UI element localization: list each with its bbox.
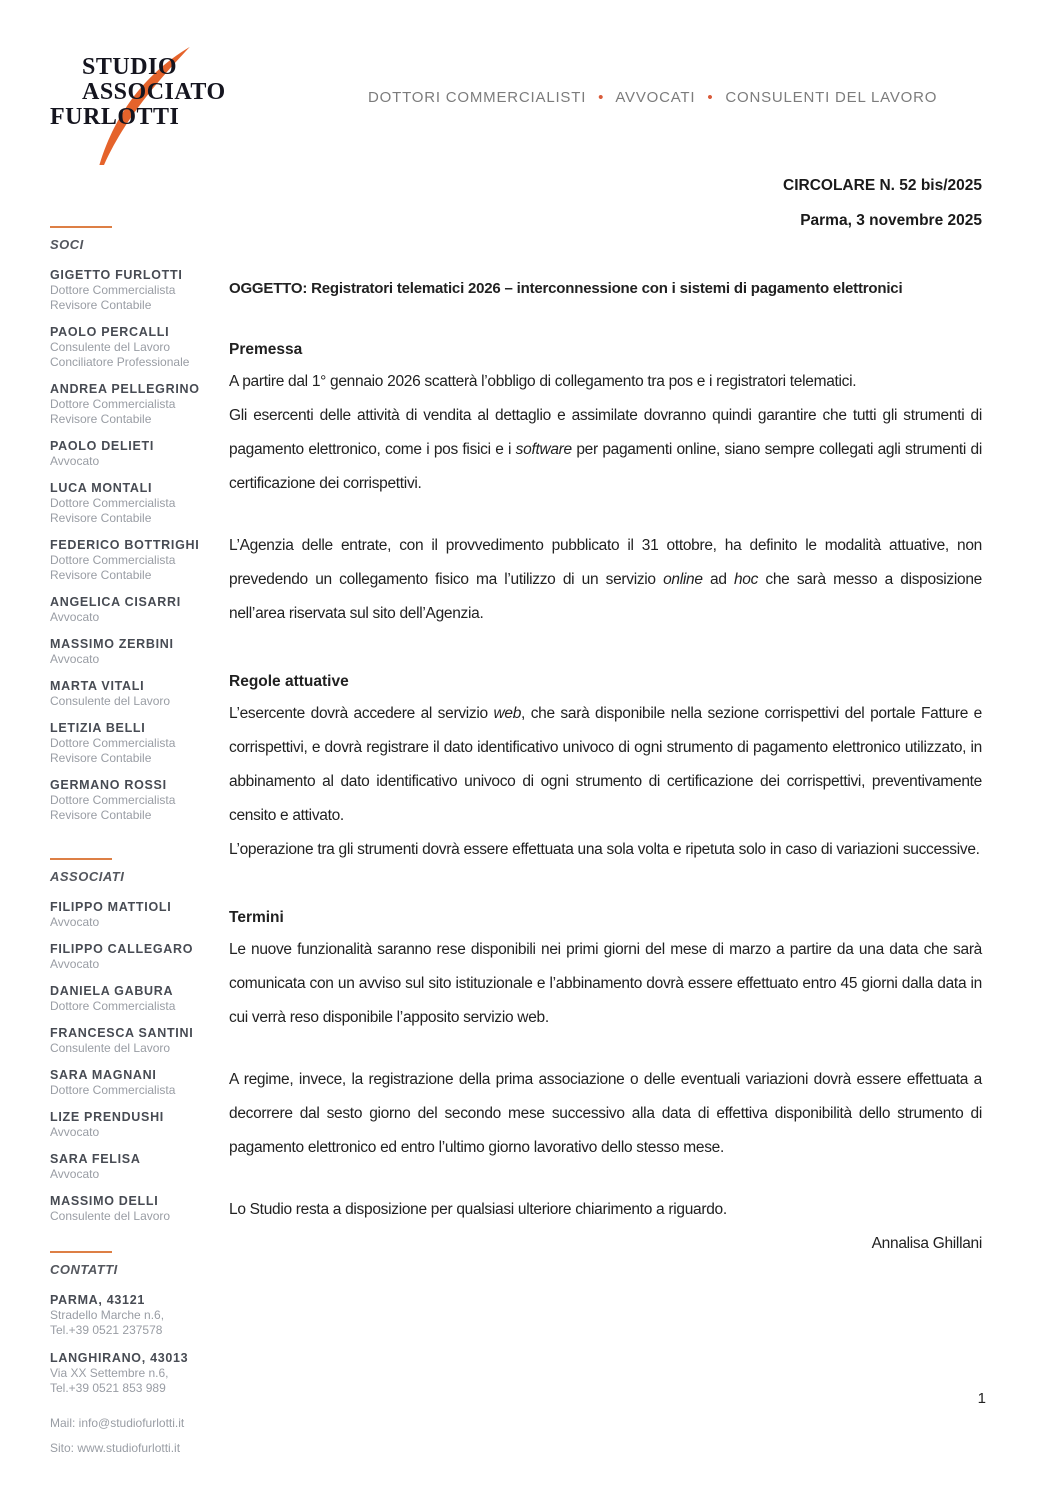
text-segment: ad	[702, 571, 734, 588]
associate-entry	[50, 1152, 220, 1182]
role-line: Consulente del Lavoro	[50, 694, 171, 708]
section-heading: Termini	[229, 909, 284, 926]
office-address	[50, 1308, 220, 1338]
section-label: SOCI	[50, 237, 84, 252]
paragraph	[229, 399, 982, 501]
text-segment: , che sarà disponibile nella sezione corrispettivi del portale Fatture e corrispettivi, e dovrà registrare il dato identificativo univoco di ogni strumento di pagamento elettronico utilizzato, in abbinamento al dato identificativo univoco di ogni strumento di certificazione dei corrispettivi, preventivamente censito e attivato.	[229, 705, 982, 824]
associate-roles	[50, 1125, 220, 1140]
role-line: Consulente del Lavoro	[50, 340, 171, 354]
partner-roles	[50, 553, 220, 583]
firm-logo	[50, 55, 250, 175]
associate-entry	[50, 942, 220, 972]
text-segment: A regime, invece, la registrazione della prima associazione o delle eventuali variazioni dovrà essere effettuata a decorrere dal sesto giorno del secondo mese successivo alla data di effettiva disponibilità dello strumento di pagamento elettronico ed entro l’ultimo giorno lavorativo dello stesso mese.	[229, 1071, 982, 1156]
section-label: ASSOCIATI	[50, 869, 125, 884]
associate-entry	[50, 1194, 220, 1224]
role-line: Dottore Commercialista	[50, 283, 176, 297]
section-divider	[50, 858, 112, 860]
office-address	[50, 1366, 220, 1396]
tagline-item: DOTTORI COMMERCIALISTI	[368, 89, 587, 106]
partner-roles	[50, 694, 220, 709]
section-regole-attuative	[229, 673, 982, 867]
logo-text-line: STUDIO	[82, 54, 178, 80]
text-segment: L’esercente dovrà accedere al servizio	[229, 705, 494, 722]
partner-roles	[50, 283, 220, 313]
role-line: Revisore Contabile	[50, 412, 152, 426]
role-line: Revisore Contabile	[50, 808, 152, 822]
role-line: Dottore Commercialista	[50, 397, 176, 411]
office-entry	[50, 1293, 220, 1338]
sidebar-section-soci	[50, 226, 220, 835]
section-divider	[50, 1251, 112, 1253]
associate-entry	[50, 984, 220, 1014]
role-line: Avvocato	[50, 652, 100, 666]
circular-number: CIRCOLARE N. 52 bis/2025	[783, 177, 982, 194]
associate-roles	[50, 999, 220, 1014]
page-number: 1	[977, 1390, 986, 1407]
role-line: Avvocato	[50, 1125, 100, 1139]
text-segment: Gli esercenti delle attività di vendita al dettaglio e assimilate dovranno quindi garantire che tutti gli strumenti di pagamento elettronico, come i pos fisici e i	[229, 407, 982, 458]
text-segment: A partire dal 1° gennaio 2026 scatterà l’obbligo di collegamento tra pos e i registratori telematici.	[229, 373, 857, 390]
contact-line: Mail: info@studiofurlotti.it	[50, 1416, 185, 1430]
partner-entry	[50, 439, 220, 469]
partner-roles	[50, 340, 220, 370]
partner-name: LUCA MONTALI	[50, 481, 153, 495]
text-segment: online	[663, 571, 703, 588]
associate-name: FRANCESCA SANTINI	[50, 1026, 194, 1040]
paragraph	[229, 833, 982, 867]
partner-name: MASSIMO ZERBINI	[50, 637, 174, 651]
role-line: Stradello Marche n.6,	[50, 1308, 165, 1322]
signature: Annalisa Ghillani	[871, 1235, 982, 1252]
section-heading: Premessa	[229, 341, 303, 358]
partner-entry	[50, 325, 220, 370]
paragraph	[229, 365, 982, 399]
partner-name: PAOLO DELIETI	[50, 439, 155, 453]
role-line: Revisore Contabile	[50, 511, 152, 525]
paragraph	[229, 1193, 982, 1227]
paragraph	[229, 1063, 982, 1165]
associate-entry	[50, 1110, 220, 1140]
role-line: Revisore Contabile	[50, 568, 152, 582]
sidebar-section-associati	[50, 858, 220, 1236]
associate-entry	[50, 900, 220, 930]
partner-roles	[50, 610, 220, 625]
associate-name: MASSIMO DELLI	[50, 1194, 159, 1208]
associate-roles	[50, 1083, 220, 1098]
role-line: Avvocato	[50, 915, 100, 929]
associate-roles	[50, 957, 220, 972]
section-heading: Regole attuative	[229, 673, 349, 690]
role-line: Tel.+39 0521 853 989	[50, 1381, 166, 1395]
partner-roles	[50, 652, 220, 667]
role-line: Revisore Contabile	[50, 298, 152, 312]
associate-name: SARA MAGNANI	[50, 1068, 157, 1082]
associate-name: DANIELA GABURA	[50, 984, 174, 998]
partner-roles	[50, 736, 220, 766]
office-city: PARMA, 43121	[50, 1293, 146, 1307]
role-line: Dottore Commercialista	[50, 793, 176, 807]
partner-entry	[50, 778, 220, 823]
partner-name: MARTA VITALI	[50, 679, 145, 693]
document-body	[229, 279, 982, 1261]
partner-roles	[50, 454, 220, 469]
role-line: Dottore Commercialista	[50, 1083, 176, 1097]
associate-entry	[50, 1068, 220, 1098]
partner-entry	[50, 382, 220, 427]
paragraph	[229, 933, 982, 1035]
role-line: Dottore Commercialista	[50, 496, 176, 510]
tagline-item: AVVOCATI	[615, 89, 696, 106]
partner-entry	[50, 679, 220, 709]
role-line: Avvocato	[50, 610, 100, 624]
partner-roles	[50, 397, 220, 427]
role-line: Avvocato	[50, 1167, 100, 1181]
role-line: Dottore Commercialista	[50, 736, 176, 750]
partner-roles	[50, 793, 220, 823]
partner-name: ANGELICA CISARRI	[50, 595, 181, 609]
partner-entry	[50, 268, 220, 313]
role-line: Avvocato	[50, 957, 100, 971]
circular-header	[783, 177, 982, 230]
partner-name: GIGETTO FURLOTTI	[50, 268, 183, 282]
role-line: Revisore Contabile	[50, 751, 152, 765]
associate-roles	[50, 1041, 220, 1056]
text-segment: che sarà messo a disposizione nell’area riservata sul sito dell’Agenzia.	[229, 571, 982, 622]
paragraph	[229, 697, 982, 833]
partner-entry	[50, 721, 220, 766]
role-line: Via XX Settembre n.6,	[50, 1366, 169, 1380]
tagline-item: CONSULENTI DEL LAVORO	[725, 89, 938, 106]
sidebar-section-contatti	[50, 1251, 220, 1466]
associate-roles	[50, 1167, 220, 1182]
text-segment: L’Agenzia delle entrate, con il provvedimento pubblicato il 31 ottobre, ha definito le modalità attuative, non prevedendo un collegamento fisico ma l’utilizzo di un servizio	[229, 537, 982, 588]
text-segment: Le nuove funzionalità saranno rese disponibili nei primi giorni del mese di marzo a partire da una data che sarà comunicata con un avviso sul sito istituzionale e l’abbinamento dovrà essere effettuato entro 45 giorni dalla data in cui verrà reso disponibile l’apposito servizio web.	[229, 941, 982, 1026]
text-segment: per pagamenti online, siano sempre collegati agli strumenti di certificazione dei corrispettivi.	[229, 441, 982, 492]
section-termini	[229, 909, 982, 1261]
partner-name: GERMANO ROSSI	[50, 778, 167, 792]
firm-tagline	[368, 89, 937, 106]
associate-roles	[50, 915, 220, 930]
text-segment: Lo Studio resta a disposizione per qualsiasi ulteriore chiarimento a riguardo.	[229, 1201, 727, 1218]
subject-line: OGGETTO: Registratori telematici 2026 – interconnessione con i sistemi di pagamento elettronici	[229, 280, 903, 297]
role-line: Dottore Commercialista	[50, 553, 176, 567]
partner-name: LETIZIA BELLI	[50, 721, 146, 735]
logo-text-line: FURLOTTI	[50, 104, 180, 130]
section-premessa	[229, 341, 982, 631]
contact-line: Sito: www.studiofurlotti.it	[50, 1441, 181, 1455]
partner-entry	[50, 637, 220, 667]
role-line: Dottore Commercialista	[50, 999, 176, 1013]
associate-name: FILIPPO MATTIOLI	[50, 900, 172, 914]
associate-entry	[50, 1026, 220, 1056]
partner-entry	[50, 595, 220, 625]
role-line: Avvocato	[50, 454, 100, 468]
bullet-separator-icon: •	[707, 89, 714, 106]
partner-entry	[50, 481, 220, 526]
paragraph	[229, 529, 982, 631]
contact-links	[50, 1416, 220, 1456]
text-segment: software	[515, 441, 572, 458]
associate-name: FILIPPO CALLEGARO	[50, 942, 194, 956]
text-segment: hoc	[733, 571, 759, 588]
partner-entry	[50, 538, 220, 583]
office-entry	[50, 1351, 220, 1396]
circular-place-date: Parma, 3 novembre 2025	[800, 212, 982, 229]
section-divider	[50, 226, 112, 228]
logo-text-line: ASSOCIATO	[82, 79, 226, 105]
role-line: Consulente del Lavoro	[50, 1041, 171, 1055]
partner-name: ANDREA PELLEGRINO	[50, 382, 200, 396]
associate-name: LIZE PRENDUSHI	[50, 1110, 164, 1124]
role-line: Tel.+39 0521 237578	[50, 1323, 163, 1337]
partner-name: PAOLO PERCALLI	[50, 325, 170, 339]
role-line: Conciliatore Professionale	[50, 355, 190, 369]
partner-roles	[50, 496, 220, 526]
section-label: CONTATTI	[50, 1262, 118, 1277]
text-segment: L’operazione tra gli strumenti dovrà essere effettuata una sola volta e ripetuta solo in caso di variazioni successive.	[229, 841, 980, 858]
text-segment: web	[493, 705, 522, 722]
bullet-separator-icon: •	[598, 89, 605, 106]
office-city: LANGHIRANO, 43013	[50, 1351, 189, 1365]
associate-roles	[50, 1209, 220, 1224]
associate-name: SARA FELISA	[50, 1152, 141, 1166]
role-line: Consulente del Lavoro	[50, 1209, 171, 1223]
partner-name: FEDERICO BOTTRIGHI	[50, 538, 200, 552]
